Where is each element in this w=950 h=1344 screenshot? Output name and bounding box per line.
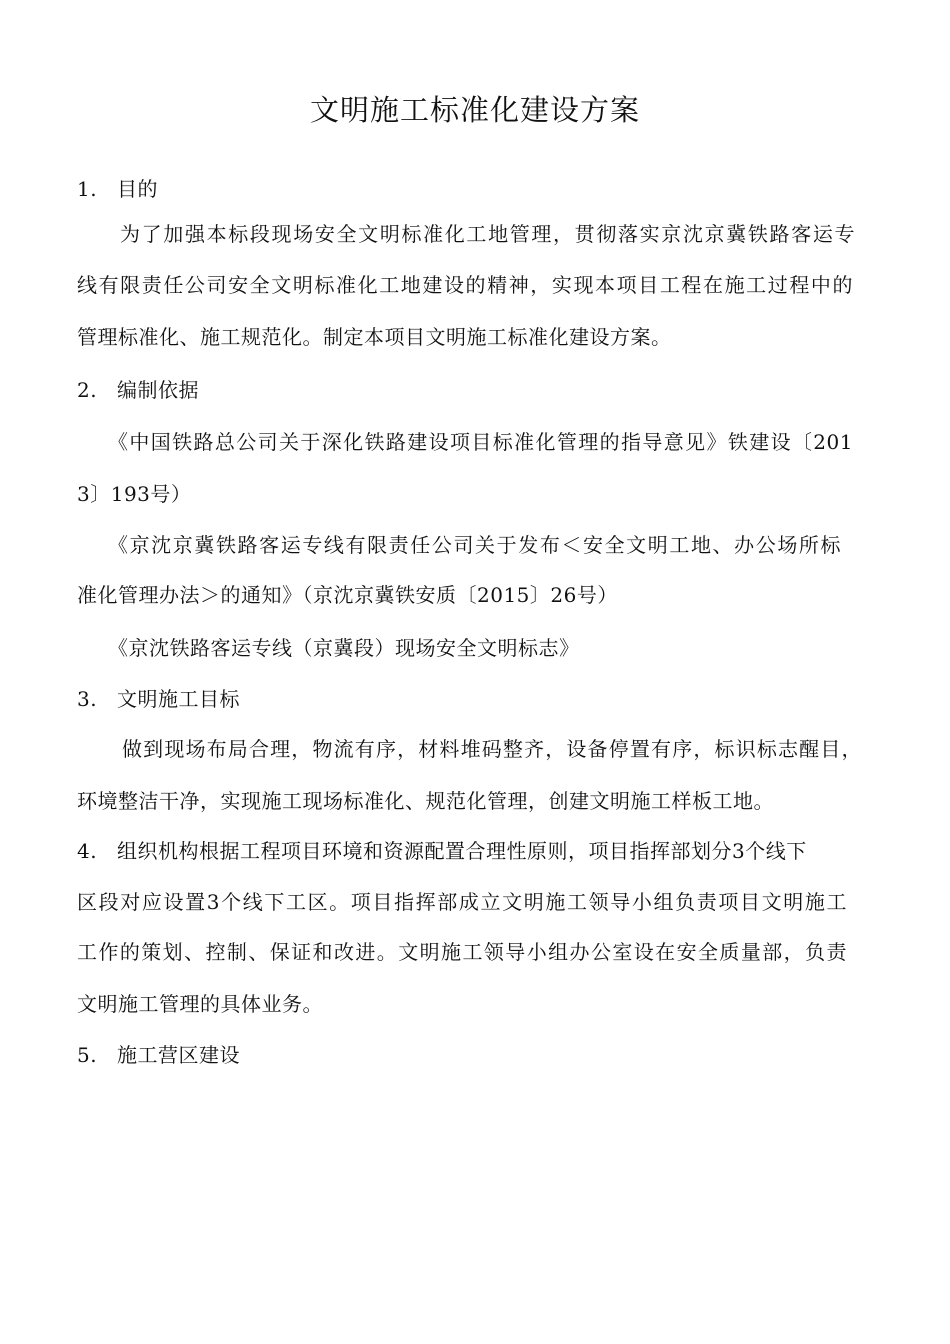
- paragraph-line: 文明施工管理的具体业务。: [77, 992, 323, 1016]
- section-title: 目的: [117, 177, 158, 201]
- reference-line: 准化管理办法＞的通知》（京沈京冀铁安质〔2015〕26号）: [77, 583, 618, 607]
- section-number: 3.: [77, 687, 98, 711]
- section-heading-3: [77, 684, 240, 714]
- paragraph-line: 工作的策划、控制、保证和改进。文明施工领导小组办公室设在安全质量部，负责: [77, 940, 847, 964]
- paragraph-line: 为了加强本标段现场安全文明标准化工地管理，贯彻落实京沈京冀铁路客运专: [120, 222, 855, 246]
- section-title: 文明施工目标: [117, 687, 240, 711]
- section-title: 组织机构根据工程项目环境和资源配置合理性原则，项目指挥部划分3个线下: [117, 839, 807, 863]
- section-title: 编制依据: [117, 378, 199, 402]
- reference-line: 3〕193号）: [77, 482, 192, 506]
- reference-line: 《京沈京冀铁路客运专线有限责任公司关于发布＜安全文明工地、办公场所标: [108, 533, 841, 557]
- section-heading-5: [77, 1040, 240, 1070]
- document-title: 文明施工标准化建设方案: [309, 93, 640, 127]
- paragraph-line: 做到现场布局合理，物流有序，材料堆码整齐，设备停置有序，标识标志醒目，: [122, 737, 862, 761]
- section-title: 施工营区建设: [117, 1043, 240, 1067]
- reference-line: 《中国铁路总公司关于深化铁路建设项目标准化管理的指导意见》铁建设〔201: [108, 430, 853, 454]
- paragraph-line: 区段对应设置3个线下工区。项目指挥部成立文明施工领导小组负责项目文明施工: [77, 890, 847, 914]
- reference-line: 《京沈铁路客运专线（京冀段）现场安全文明标志》: [108, 636, 580, 660]
- paragraph-line: 管理标准化、施工规范化。制定本项目文明施工标准化建设方案。: [77, 325, 672, 349]
- paragraph-line: 环境整洁干净，实现施工现场标准化、规范化管理，创建文明施工样板工地。: [77, 789, 774, 813]
- section-number: 5.: [77, 1043, 98, 1067]
- section-number: 2.: [77, 378, 98, 402]
- paragraph-line: 线有限责任公司安全文明标准化工地建设的精神，实现本项目工程在施工过程中的: [77, 273, 853, 297]
- section-heading-2: [77, 375, 199, 405]
- section-number: 4.: [77, 839, 98, 863]
- section-number: 1.: [77, 177, 98, 201]
- section-heading-4: [77, 836, 807, 866]
- section-heading-1: [77, 174, 158, 204]
